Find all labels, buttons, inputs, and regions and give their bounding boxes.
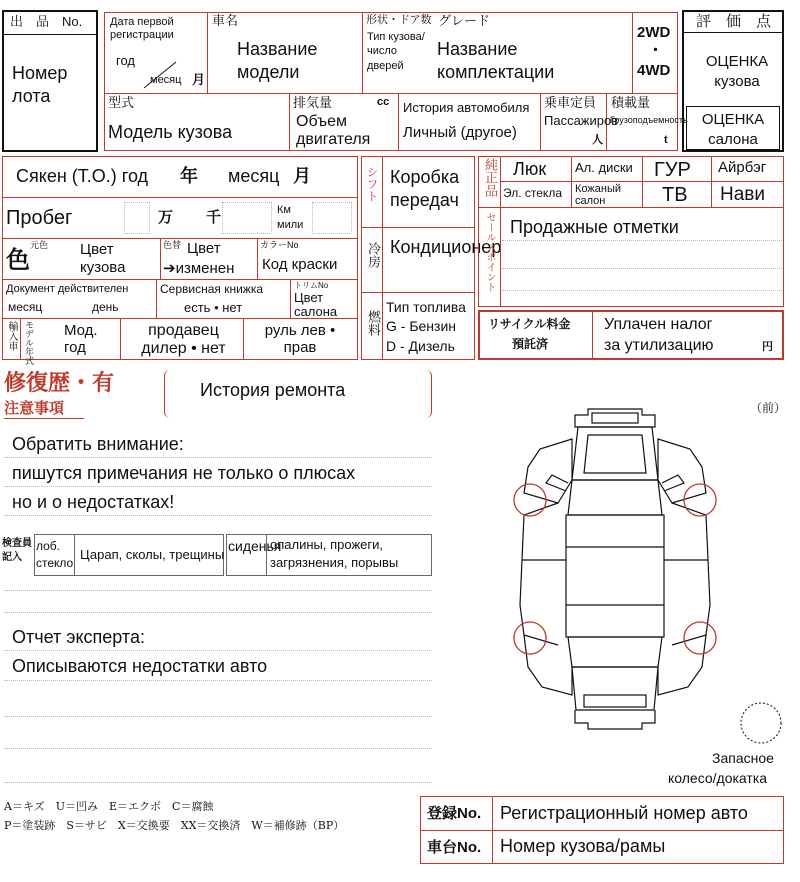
first-reg-year: год	[116, 53, 135, 68]
docs-month: месяц	[8, 300, 43, 314]
inspect-glass: лоб. стекло	[36, 539, 74, 570]
shaken-month-kanji: 月	[293, 166, 311, 186]
import-seller: продавец дилер • нет	[141, 322, 226, 358]
seats-unit: 人	[592, 134, 603, 146]
load-value: Грузоподъемность	[610, 115, 688, 125]
color-body: Цвет кузова	[80, 241, 126, 276]
color-code-small: カラーNo	[260, 240, 299, 250]
opt-luke: Люк	[513, 159, 547, 179]
recycle-jp1: リサイクル料金	[488, 317, 571, 331]
mileage-man: 万	[158, 209, 174, 226]
color-small: 元色	[30, 240, 49, 250]
ac-label: Кондиционер	[390, 237, 502, 257]
first-reg-month: месяц	[150, 74, 182, 86]
frame-jp: 車台No.	[427, 839, 482, 856]
repair-label: История ремонта	[200, 380, 346, 400]
sales-kanji: セールスポイント	[484, 212, 495, 292]
first-reg-month-kanji: 月	[192, 72, 206, 87]
notice-title: Обратить внимание:	[12, 434, 184, 454]
sales-title: Продажные отметки	[510, 217, 679, 237]
engine-header: 排気量	[293, 95, 333, 110]
type-header: 形状・ドア数	[366, 14, 432, 26]
ac-kanji: 冷房	[366, 242, 381, 268]
reg-label: Регистрационный номер авто	[500, 803, 748, 823]
drive-2wd: 2WD	[637, 24, 671, 41]
color-kanji: 色	[6, 247, 30, 274]
shift-kanji: シフト	[365, 166, 379, 202]
mileage-label: Пробег	[6, 207, 73, 229]
recycle-yen: 円	[762, 341, 773, 353]
shaken-label: Сякен (Т.О.) год	[16, 166, 149, 186]
shaken-year-kanji: 年	[180, 166, 198, 186]
docs-valid: Документ действителен	[6, 283, 129, 295]
docs-service-value: есть • нет	[184, 300, 243, 315]
grade-header: グレード	[438, 13, 491, 28]
rating-body: ОЦЕНКА кузова	[705, 53, 769, 90]
opt-leather: Кожаный салон	[575, 183, 622, 208]
fuel-kanji: 燃料	[366, 310, 381, 336]
inspect-seat-value: опалины, прожеги, загрязнения, порывы	[270, 537, 399, 571]
options-kanji: 純正品	[483, 158, 498, 197]
legend-line1: A＝キズ U＝凹み E＝エクボ C＝腐蝕	[4, 800, 214, 813]
fuel-title: Тип топлива	[386, 299, 466, 315]
spare-line2: колесо/докатка	[668, 770, 768, 786]
seats-header: 乗車定員	[544, 95, 597, 110]
fuel-g: G - Бензин	[386, 318, 457, 334]
opt-power-glass: Эл. стекла	[503, 186, 562, 200]
fuel-d: D - Дизель	[386, 338, 455, 354]
spare-wheel-icon	[738, 700, 784, 746]
inspect-seat: сиденья	[228, 538, 282, 554]
mileage-unit: Км мили	[277, 204, 304, 231]
recycle-line2: за утилизацию	[604, 337, 714, 354]
inspect-kanji: 検査員記入	[2, 538, 32, 563]
opt-airbag: Айрбэг	[718, 159, 767, 176]
opt-gur: ГУР	[654, 159, 691, 181]
seats-value: Пассажиров	[544, 113, 619, 128]
import-wheel: руль лев • прав	[264, 322, 336, 357]
notice-line1: пишутся примечания не только о плюсах	[12, 463, 356, 483]
model-year-kanji: モデル年式	[24, 320, 34, 365]
rating-header: 評 価 点	[696, 13, 772, 30]
expert-title: Отчет эксперта:	[12, 627, 145, 647]
history-value: Личный (другое)	[403, 124, 517, 141]
docs-day: день	[92, 300, 119, 314]
spare-line1: Запасное	[712, 750, 774, 766]
docs-salon: Цвет салона	[294, 290, 338, 320]
notice-line2: но и о недостатках!	[12, 492, 175, 512]
mileage-sen: 千	[206, 209, 222, 226]
recycle-line1: Уплачен налог	[604, 316, 713, 333]
legend-line2: P＝塗装跡 S＝サビ X＝交換要 XX＝交換済 W＝補修跡（BP）	[4, 819, 345, 832]
color-change-small: 色替	[163, 240, 182, 250]
reg-jp: 登録No.	[427, 805, 482, 822]
drive-dot: ・	[648, 42, 664, 59]
recycle-jp2: 預託済	[512, 337, 549, 351]
import-kanji: 輸入車	[6, 321, 17, 351]
body-model: Модель кузова	[108, 122, 233, 142]
first-reg-title: Дата первой регистрации	[110, 16, 174, 41]
engine-value: Объем двигателя	[296, 113, 371, 148]
load-header: 積載量	[611, 95, 651, 110]
repair-jp: 修復歴・有	[4, 370, 115, 395]
first-reg-slash	[140, 60, 180, 90]
lot-header: 出 品 No.	[10, 14, 83, 29]
shift-label: Коробка передач	[390, 167, 460, 211]
rating-salon: ОЦЕНКА салона	[701, 111, 765, 148]
repair-jp2: 注意事項	[4, 400, 65, 417]
drive-4wd: 4WD	[637, 62, 671, 79]
grade-value: Название комплектации	[437, 39, 555, 82]
shaken-month: месяц	[228, 166, 280, 186]
frame-label: Номер кузова/рамы	[500, 836, 666, 856]
import-mod: Мод. год	[64, 322, 98, 356]
opt-navi: Нави	[720, 184, 765, 205]
history-header: История автомобиля	[403, 100, 530, 115]
car-diagram	[500, 405, 730, 750]
docs-salon-small: トリムNo	[294, 281, 329, 290]
engine-cc: cc	[377, 96, 390, 108]
docs-service: Сервисная книжка	[160, 282, 264, 296]
body-model-header: 型式	[108, 95, 135, 110]
color-change-label: Цвет	[187, 240, 221, 257]
type-sub: Тип кузова/ число дверей	[367, 31, 425, 72]
color-code: Код краски	[262, 256, 338, 273]
lot-label: Номер лота	[12, 63, 68, 107]
model-header: 車名	[212, 13, 239, 28]
model-value: Название модели	[237, 39, 318, 82]
opt-alloy: Ал. диски	[575, 160, 633, 175]
front-label: （前）	[750, 401, 787, 415]
color-changed: ➔изменен	[163, 260, 235, 277]
expert-line: Описываются недостатки авто	[12, 656, 268, 676]
inspect-glass-value: Царап, сколы, трещины	[80, 547, 225, 562]
load-unit: t	[664, 134, 668, 146]
opt-tv: ТВ	[662, 184, 688, 206]
